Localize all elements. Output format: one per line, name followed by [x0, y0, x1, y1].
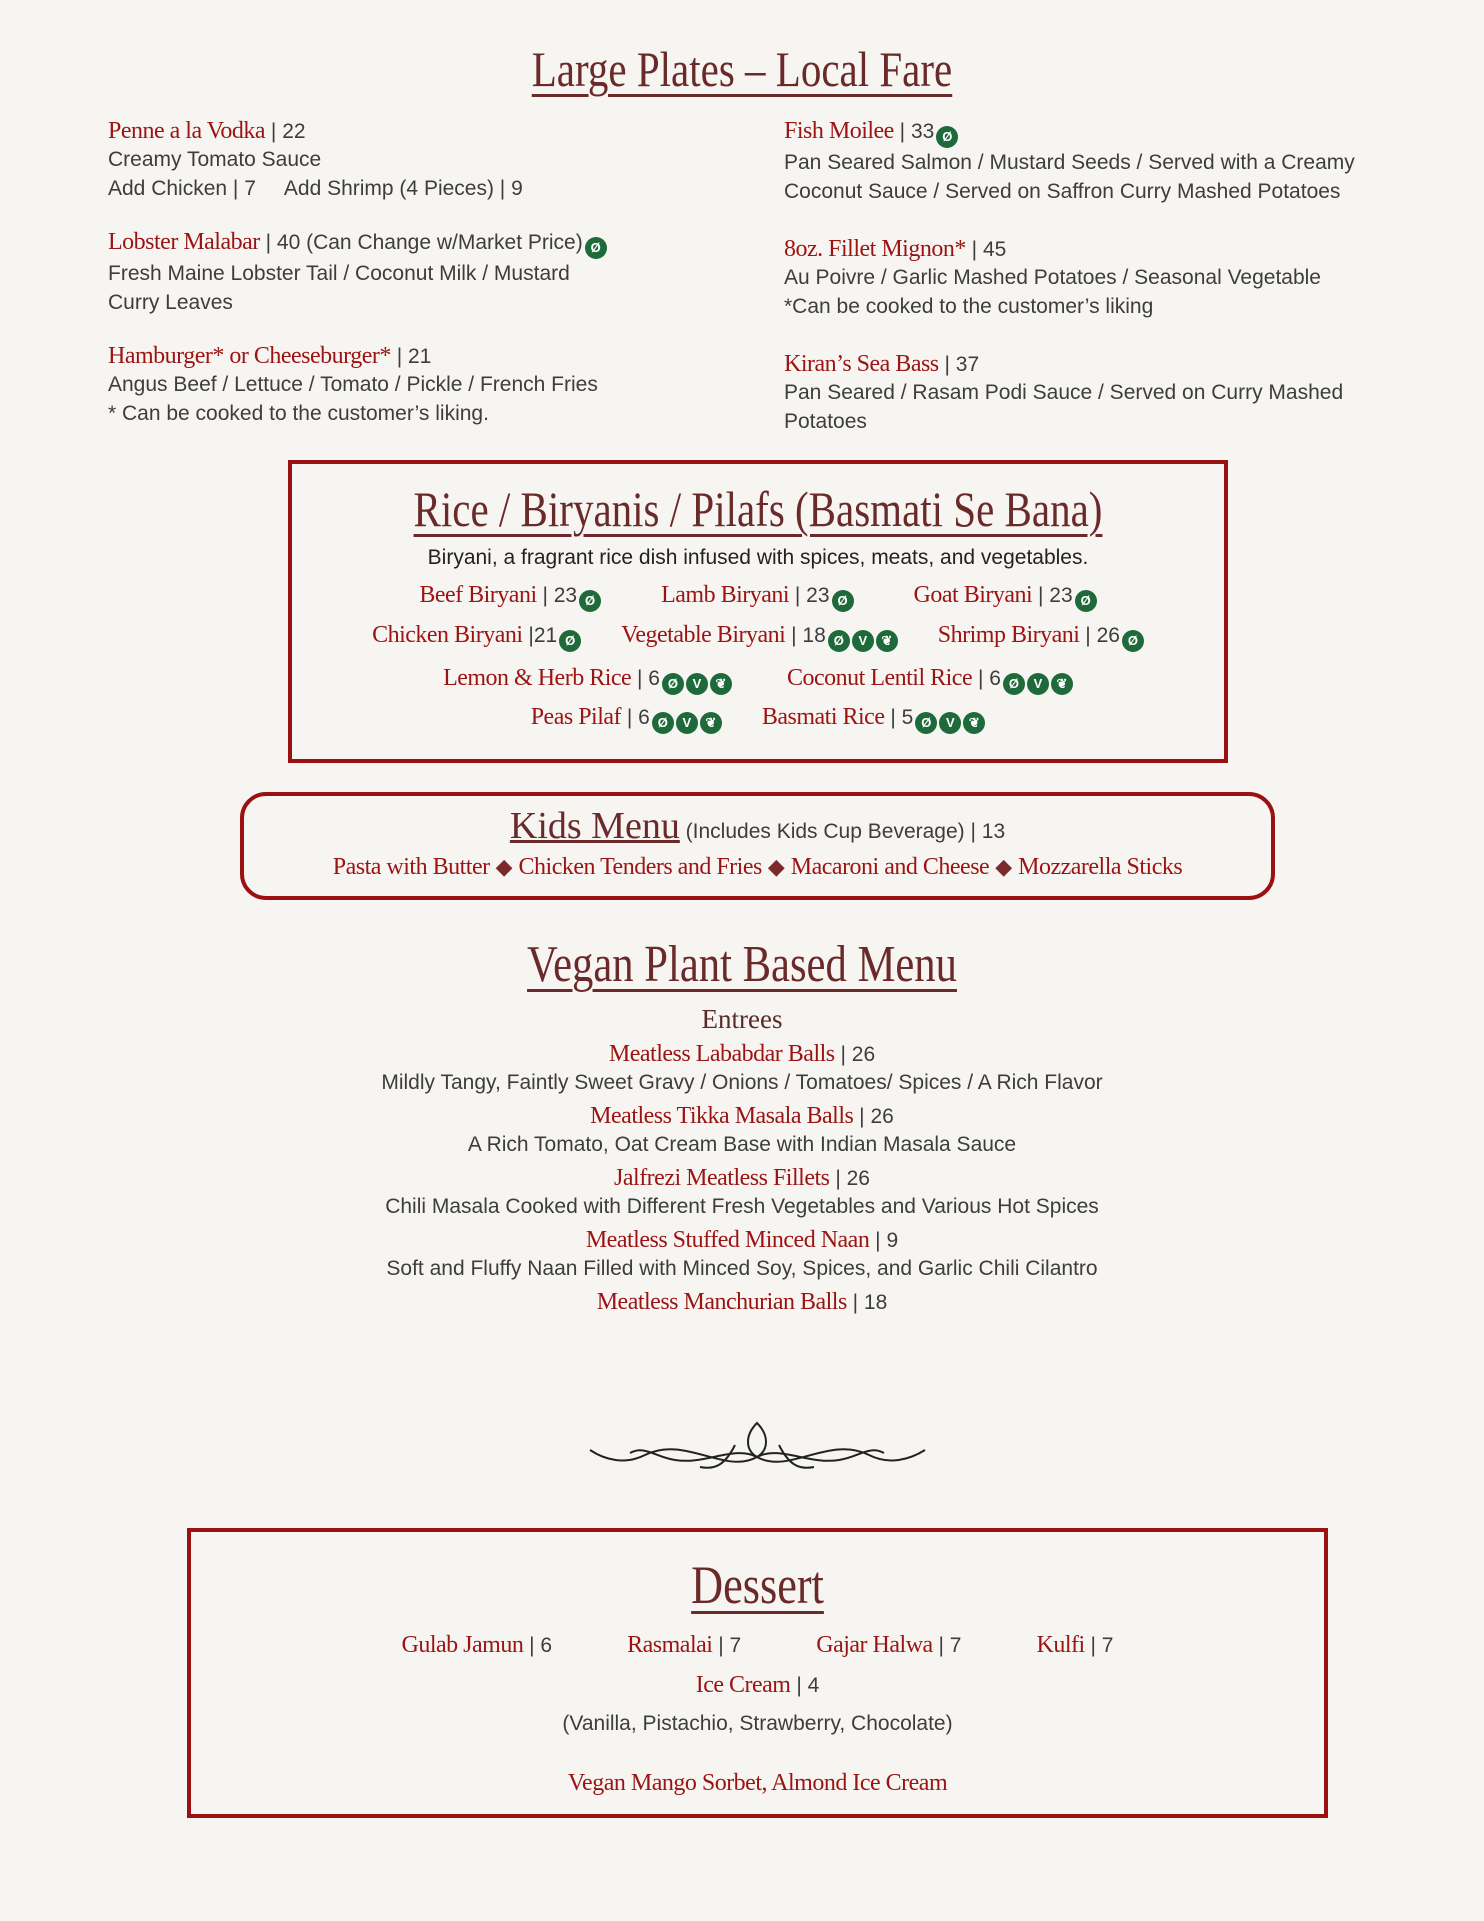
menu-item — [372, 622, 581, 652]
menu-item-name: Lemon & Herb Rice — [443, 665, 632, 691]
menu-item-price: | 6 — [631, 667, 660, 690]
menu-item — [108, 343, 748, 428]
menu-item-price: |21 — [522, 624, 558, 647]
menu-item-name: Fish Moilee — [784, 118, 894, 144]
menu-item-price: | 6 — [523, 1634, 553, 1657]
vegetarian-icon: V — [676, 712, 698, 734]
rice-row — [292, 582, 1224, 612]
menu-item-price: | 23 — [536, 584, 578, 607]
menu-item-price: | 40 (Can Change w/Market Price) — [259, 231, 583, 254]
menu-item-price: | 45 — [965, 238, 1007, 261]
menu-item-price: | 6 — [621, 706, 650, 729]
menu-item-name: Kiran’s Sea Bass — [784, 351, 939, 377]
kids-note: (Includes Kids Cup Beverage) | 13 — [679, 820, 1006, 843]
menu-item — [531, 704, 722, 734]
diamond-icon: ◆ — [995, 854, 1013, 879]
menu-item — [1037, 1632, 1114, 1659]
rice-row — [292, 665, 1224, 695]
kids-item: Macaroni and Cheese — [790, 854, 990, 880]
menu-item-price: | 5 — [884, 706, 914, 729]
menu-item — [621, 622, 898, 652]
gluten-free-icon: Ø — [585, 237, 607, 259]
rice-subtitle: Biryani, a fragrant rice dish infused with spices, meats, and vegetables. — [427, 546, 1089, 569]
menu-item-name: Goat Biryani — [913, 582, 1033, 608]
vegan-icon: ❦ — [963, 712, 985, 734]
menu-item-description: Potatoes — [784, 410, 867, 433]
menu-item-name: Meatless Stuffed Minced Naan — [585, 1227, 870, 1253]
gluten-free-icon: Ø — [915, 712, 937, 734]
menu-item-price: | 9 — [869, 1229, 899, 1252]
menu-item-name: Meatless Manchurian Balls — [596, 1289, 847, 1315]
menu-item-header — [108, 229, 748, 259]
vegetarian-icon: V — [1027, 673, 1049, 695]
gluten-free-icon: Ø — [832, 590, 854, 612]
menu-item — [0, 1289, 1484, 1316]
section-title: Vegan Plant Based Menu — [527, 936, 957, 993]
menu-item-name: Peas Pilaf — [530, 704, 622, 730]
gluten-free-icon: Ø — [652, 712, 674, 734]
menu-item-price: | 26 — [834, 1043, 876, 1066]
menu-item-price: | 7 — [712, 1634, 742, 1657]
menu-item — [784, 236, 1444, 321]
menu-item-price: | 23 — [1032, 584, 1073, 607]
rice-section — [288, 460, 1228, 763]
ice-cream-flavors: (Vanilla, Pistachio, Strawberry, Chocolate) — [562, 1712, 953, 1735]
vegan-icon: ❦ — [700, 712, 722, 734]
menu-item — [108, 229, 748, 317]
large-plates-right-column — [784, 118, 1444, 466]
kids-item: Mozzarella Sticks — [1018, 854, 1183, 880]
menu-item-header — [784, 118, 1444, 148]
menu-item-header — [108, 118, 748, 145]
vegan-icon: ❦ — [1051, 673, 1073, 695]
gluten-free-icon: Ø — [828, 630, 850, 652]
kids-item: Chicken Tenders and Fries — [518, 854, 762, 880]
menu-item-name: Lamb Biryani — [661, 582, 790, 608]
menu-item — [419, 582, 601, 612]
menu-item — [661, 582, 853, 612]
menu-item — [0, 1041, 1484, 1068]
menu-item-description: Coconut Sauce / Served on Saffron Curry Mashed Potatoes — [784, 180, 1341, 203]
menu-item — [0, 1227, 1484, 1254]
menu-item — [816, 1632, 961, 1659]
dessert-section — [187, 1528, 1328, 1818]
menu-item-name: Rasmalai — [627, 1632, 713, 1658]
menu-item-name: Meatless Lababdar Balls — [608, 1041, 835, 1067]
menu-item-name: Coconut Lentil Rice — [786, 665, 973, 691]
menu-item-description: *Can be cooked to the customer’s liking — [784, 295, 1154, 318]
menu-item — [0, 1165, 1484, 1192]
menu-item-price: | 21 — [390, 345, 432, 368]
menu-item-name: Lobster Malabar — [108, 229, 260, 255]
vegetarian-icon: V — [686, 673, 708, 695]
gluten-free-icon: Ø — [1122, 630, 1144, 652]
menu-item-name: Gulab Jamun — [401, 1632, 524, 1658]
kids-items — [244, 854, 1271, 881]
menu-item-price: | 26 — [853, 1105, 894, 1128]
menu-item-header — [784, 351, 1444, 378]
menu-item-price: | 18 — [846, 1291, 888, 1314]
vegetarian-icon: V — [852, 630, 874, 652]
menu-item-name: 8oz. Fillet Mignon* — [784, 236, 966, 262]
menu-item-description: Soft and Fluffy Naan Filled with Minced Soy, Spices, and Garlic Chili Cilantro — [386, 1257, 1098, 1280]
gluten-free-icon: Ø — [579, 590, 601, 612]
menu-item-name: Penne a la Vodka — [108, 118, 266, 144]
menu-item — [402, 1632, 553, 1659]
vegetarian-icon: V — [939, 712, 961, 734]
menu-item — [762, 704, 985, 734]
gluten-free-icon: Ø — [1003, 673, 1025, 695]
menu-item-price: | 26 — [829, 1167, 870, 1190]
menu-item — [914, 582, 1097, 612]
ornament-divider — [585, 1415, 930, 1485]
menu-item-description: Curry Leaves — [108, 291, 233, 314]
menu-item-price: | 7 — [1084, 1634, 1114, 1657]
rice-row — [292, 704, 1224, 734]
menu-item-description: Fresh Maine Lobster Tail / Coconut Milk / Mustard — [108, 262, 570, 285]
menu-item-description: Au Poivre / Garlic Mashed Potatoes / Seasonal Vegetable — [784, 266, 1321, 289]
menu-item-name: Vegetable Biryani — [621, 622, 786, 648]
menu-item-price: | 4 — [790, 1674, 820, 1697]
menu-item-price: | 7 — [932, 1634, 962, 1657]
menu-item-name: Chicken Biryani — [372, 622, 523, 648]
menu-item — [787, 665, 1073, 695]
menu-item-description: A Rich Tomato, Oat Cream Base with Indian Masala Sauce — [467, 1133, 1017, 1156]
rice-row — [292, 622, 1224, 652]
menu-item-header — [108, 343, 748, 370]
menu-item-description: Add Chicken | 7 Add Shrimp (4 Pieces) | 9 — [108, 177, 523, 200]
kids-item: Pasta with Butter — [332, 854, 490, 880]
vegan-dessert-note: Vegan Mango Sorbet, Almond Ice Cream — [567, 1770, 948, 1796]
section-title: Rice / Biryanis / Pilafs (Basmati Se Bana) — [413, 481, 1103, 537]
vegan-section — [0, 935, 1484, 1316]
vegan-icon: ❦ — [876, 630, 898, 652]
menu-item-description: Angus Beef / Lettuce / Tomato / Pickle / French Fries — [108, 373, 598, 396]
menu-item-description: * Can be cooked to the customer’s liking. — [108, 402, 489, 425]
menu-item-price: | 33 — [893, 120, 935, 143]
menu-item-price: | 37 — [938, 353, 980, 376]
gluten-free-icon: Ø — [936, 126, 958, 148]
vegan-subtitle: Entrees — [701, 1004, 783, 1034]
menu-item-price: | 18 — [785, 624, 826, 647]
menu-item-description: Chili Masala Cooked with Different Fresh Vegetables and Various Hot Spices — [385, 1195, 1099, 1218]
menu-item-name: Jalfrezi Meatless Fillets — [614, 1165, 830, 1191]
diamond-icon: ◆ — [495, 854, 513, 879]
section-title: Dessert — [691, 1555, 824, 1615]
menu-item-price: | 6 — [972, 667, 1001, 690]
menu-item — [627, 1632, 741, 1659]
diamond-icon: ◆ — [767, 854, 785, 879]
menu-item — [784, 118, 1444, 206]
menu-item-description: Creamy Tomato Sauce — [108, 148, 322, 171]
large-plates-section — [0, 40, 1484, 98]
menu-item-name: Beef Biryani — [419, 582, 537, 608]
gluten-free-icon: Ø — [559, 630, 581, 652]
menu-item-description: Mildly Tangy, Faintly Sweet Gravy / Onions / Tomatoes/ Spices / A Rich Flavor — [381, 1071, 1103, 1094]
menu-item-name: Meatless Tikka Masala Balls — [590, 1103, 854, 1129]
menu-item-price: | 26 — [1079, 624, 1120, 647]
menu-item-name: Ice Cream — [695, 1672, 791, 1698]
menu-item-description: Pan Seared / Rasam Podi Sauce / Served on Curry Mashed — [784, 381, 1344, 404]
kids-section — [240, 792, 1275, 900]
kids-title: Kids Menu — [509, 805, 680, 847]
menu-item-name: Kulfi — [1036, 1632, 1085, 1658]
large-plates-left-column — [108, 118, 748, 454]
menu-item-name: Basmati Rice — [761, 704, 885, 730]
menu-item — [108, 118, 748, 203]
menu-item-name: Shrimp Biryani — [937, 622, 1080, 648]
section-title: Large Plates – Local Fare — [531, 41, 953, 97]
vegan-icon: ❦ — [710, 673, 732, 695]
menu-item — [784, 351, 1444, 436]
menu-item-description: Pan Seared Salmon / Mustard Seeds / Served with a Creamy — [784, 151, 1355, 174]
menu-item-price: | 22 — [265, 120, 306, 143]
menu-item-price: | 23 — [789, 584, 830, 607]
menu-item-name: Hamburger* or Cheeseburger* — [108, 343, 391, 369]
menu-item-name: Gajar Halwa — [816, 1632, 933, 1658]
menu-item — [443, 665, 732, 695]
gluten-free-icon: Ø — [1075, 590, 1097, 612]
gluten-free-icon: Ø — [662, 673, 684, 695]
menu-item-header — [784, 236, 1444, 263]
menu-item — [938, 622, 1144, 652]
menu-item — [0, 1103, 1484, 1130]
